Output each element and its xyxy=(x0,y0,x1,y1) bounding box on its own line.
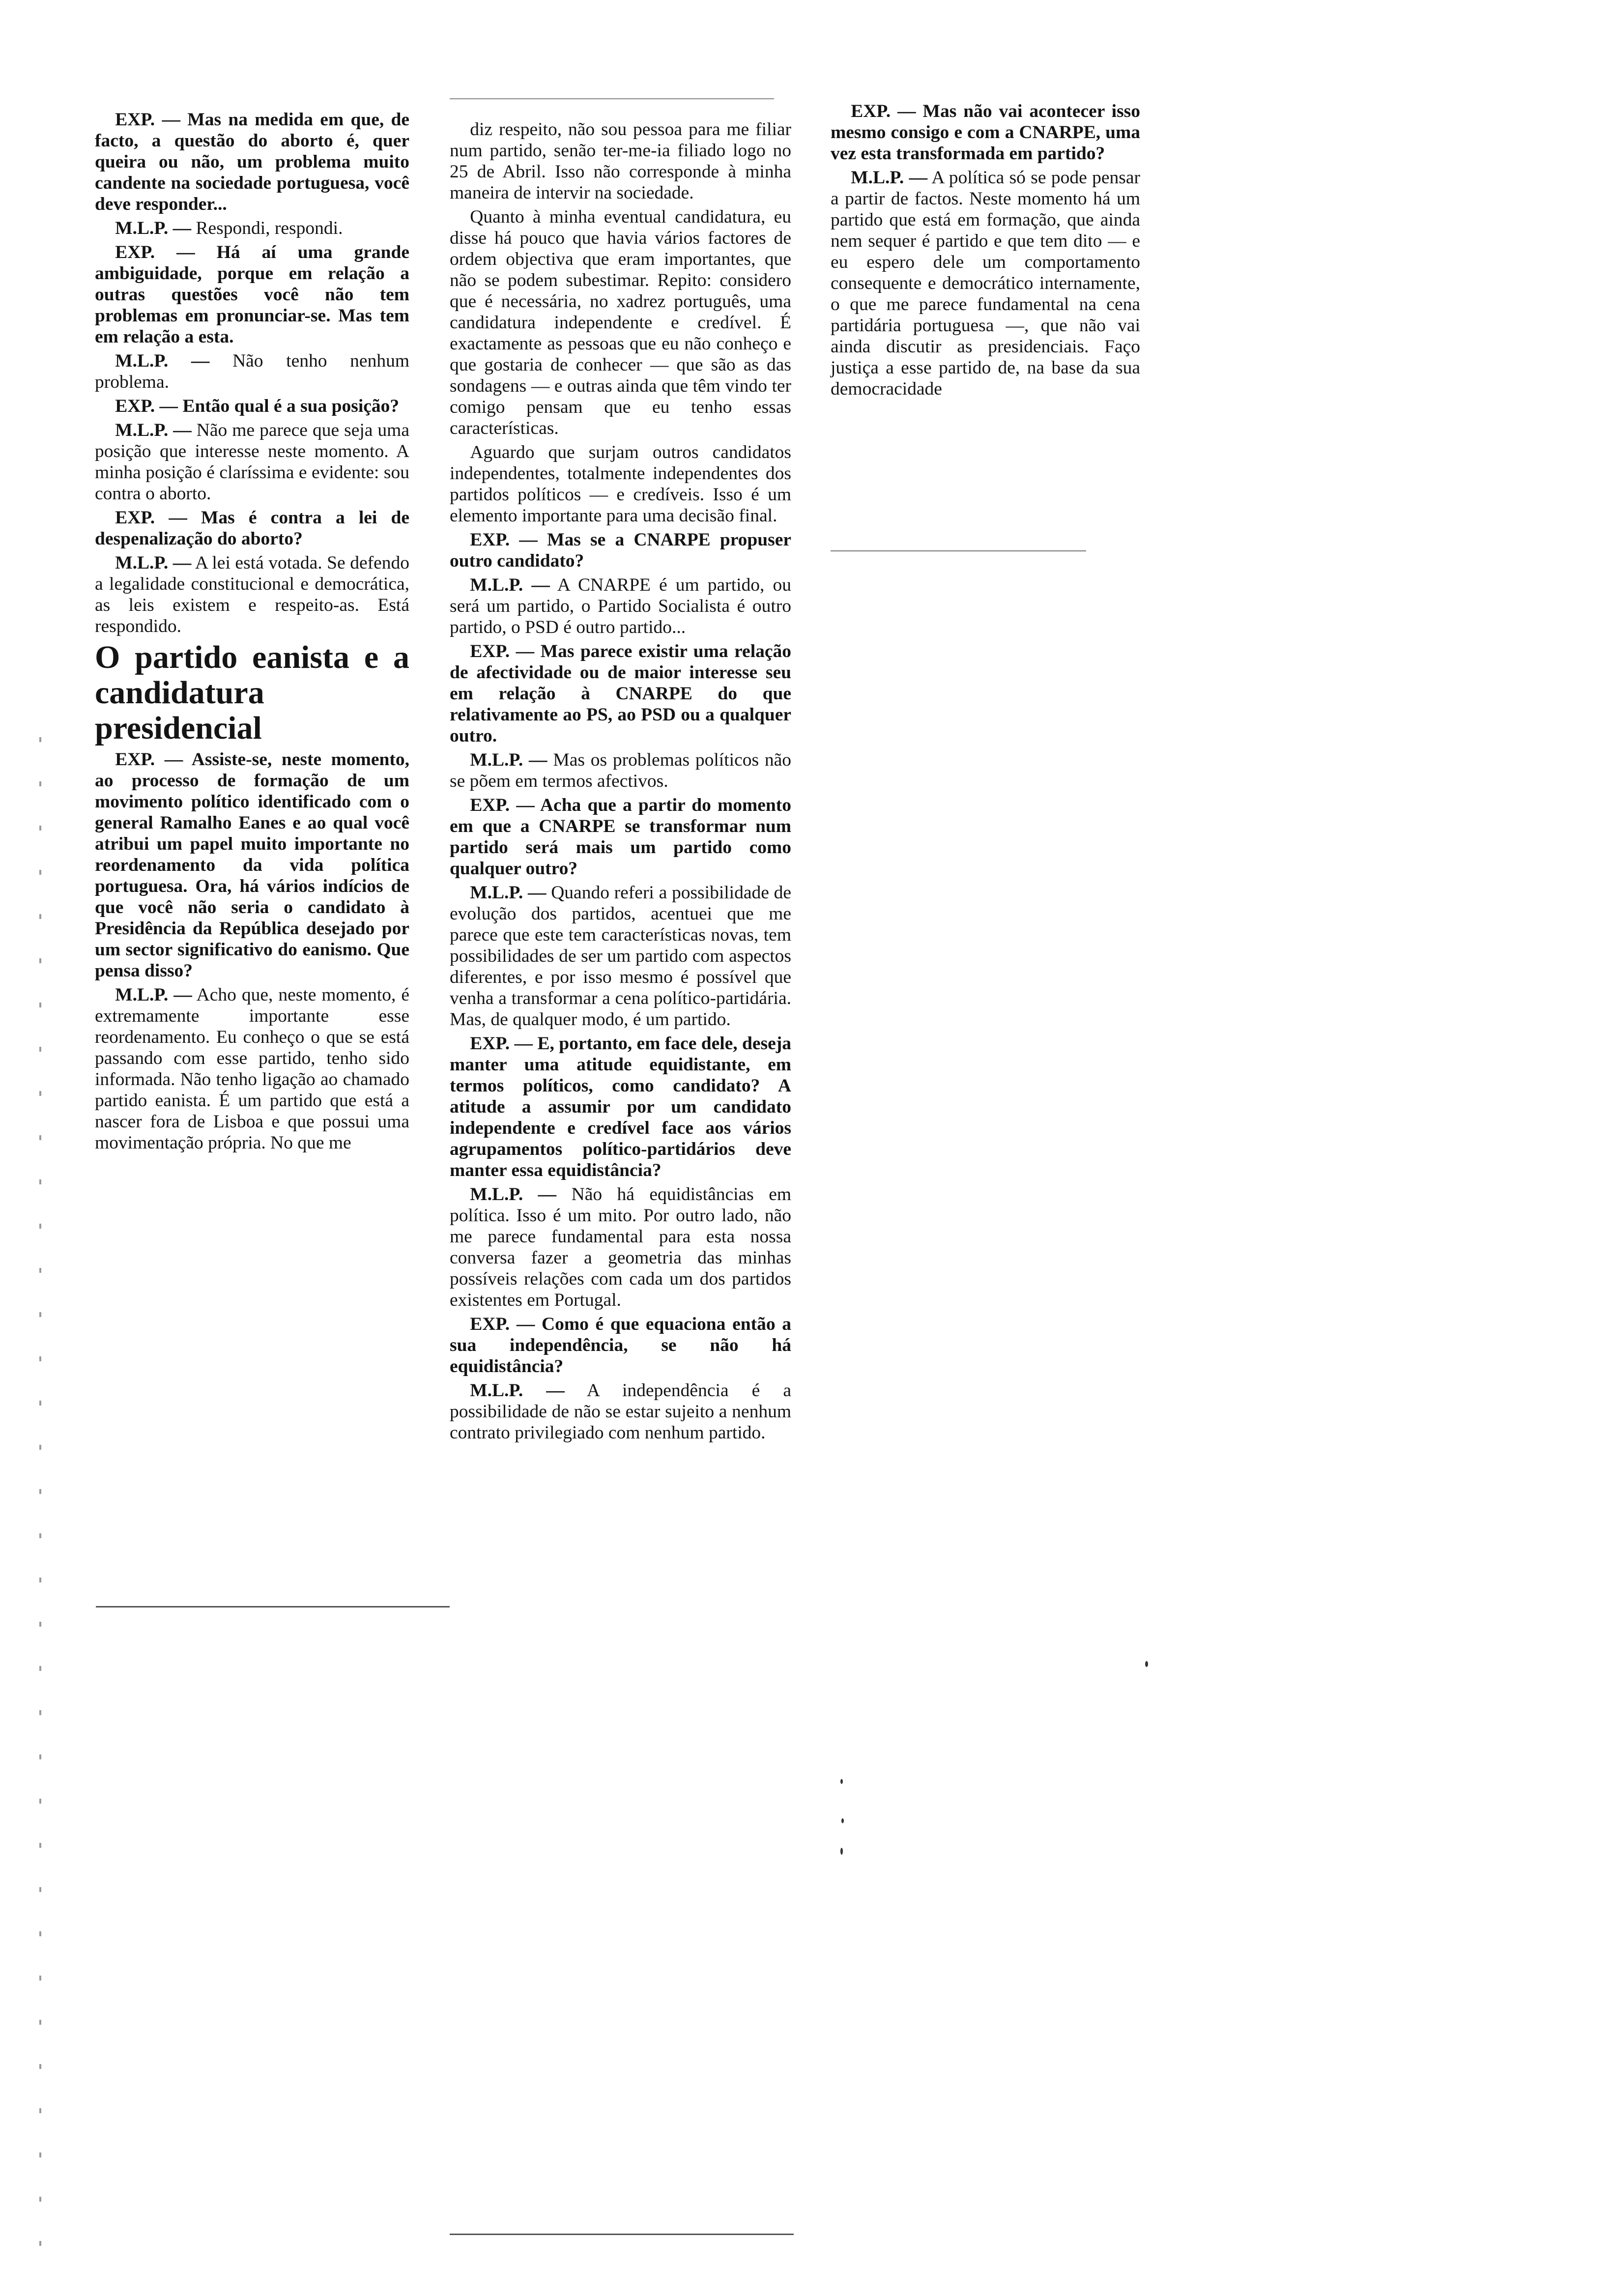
paragraph-text: A política só se pode pensar a partir de factos. Neste momento há um partido que está em formação, que ainda nem sequer é partido e que tem dito — e eu espero dele um comportamento consequente e democrático internamente, o que me parece fundamental na cena partidária portuguesa —, que não vai ainda discutir as presidenciais. Faço justiça a esse partido de, na base da sua democracidade xyxy=(831,168,1141,399)
interview-question xyxy=(450,641,791,746)
speaker-label: M.L.P. — xyxy=(115,351,210,371)
interview-question xyxy=(831,101,1140,164)
margin-tick xyxy=(39,1533,41,1538)
speaker-label: M.L.P. — xyxy=(470,750,547,770)
paragraph-text: Mas é contra a lei de despenalização do aborto? xyxy=(95,508,410,549)
scan-speck xyxy=(840,1779,843,1784)
paragraph-text: A CNARPE é um partido, ou será um partido, o Partido Socialista é outro partido, o PSD é outro partido... xyxy=(450,575,792,637)
paragraph-text: A independência é a possibilidade de não se estar sujeito a nenhum contrato privilegiado com nenhum partido. xyxy=(450,1380,791,1443)
interview-question xyxy=(95,396,409,417)
paragraph-text: diz respeito, não sou pessoa para me filiar num partido, senão ter-me-ia filiado logo no 25 de Abril. Isso não corresponde à minha maneira de intervir na sociedade. xyxy=(450,119,791,203)
margin-tick xyxy=(39,1135,41,1140)
paragraph-text: Respondi, respondi. xyxy=(196,218,343,238)
paragraph-text: Mas os problemas políticos não se põem em termos afectivos. xyxy=(450,750,791,791)
speaker-label: EXP. — xyxy=(470,1314,535,1334)
paragraph-text: Quanto à minha eventual candidatura, eu disse há pouco que havia vários factores de ordem objectiva que eram importantes, que não se podem subestimar. Repito: considero que é necessária, no xadrez português, uma candidatura independente e credível. É exactamente as pessoas que eu não conheço e que gostaria de conhecer — que são as das sondagens — e outras ainda que têm vindo ter comigo pensam que eu tenho essas características. xyxy=(450,207,791,438)
paragraph-text: Quando referi a possibilidade de evolução dos partidos, acentuei que me parece que este tem características novas, tem possibilidades de ser um partido com aspectos diferentes, e por isso mesmo é possível que venha a transformar a cena político-partidária. Mas, de qualquer modo, é um partido. xyxy=(450,883,791,1030)
speaker-label: M.L.P. — xyxy=(851,168,928,188)
paragraph-text: A lei está votada. Se defendo a legalidade constitucional e democrática, as leis existem e respeito-as. Está respondido. xyxy=(95,553,410,636)
text-column-2 xyxy=(450,119,791,1446)
margin-tick xyxy=(39,1976,41,1980)
speaker-label: EXP. — xyxy=(115,396,178,416)
interview-answer xyxy=(95,552,409,637)
paragraph-text: Como é que equaciona então a sua independência, se não há equidistância? xyxy=(450,1314,791,1377)
speaker-label: EXP. — xyxy=(115,749,183,770)
paragraph-text: Assiste-se, neste momento, ao processo de formação de um movimento político identificado com o general Ramalho Eanes e ao qual você atribui um papel muito importante no reordenamento da vida política portuguesa. Ora, há vários indícios de que você não seria o candidato à Presidência da República desejado por um sector significativo do eanismo. Que pensa disso? xyxy=(95,749,410,981)
margin-tick xyxy=(39,1710,41,1715)
speaker-label: M.L.P. — xyxy=(470,575,550,595)
paragraph-text: Acha que a partir do momento em que a CNARPE se transformar num partido será mais um partido como qualquer outro? xyxy=(450,795,791,879)
interview-answer xyxy=(450,882,791,1030)
margin-tick xyxy=(39,826,41,831)
margin-tick xyxy=(39,1047,41,1052)
margin-tick xyxy=(39,1799,41,1804)
speaker-label: EXP. — xyxy=(115,508,187,528)
margin-tick xyxy=(39,1003,41,1007)
margin-tick xyxy=(39,1312,41,1317)
clipping-edge-line xyxy=(96,1606,450,1607)
speaker-label: M.L.P. — xyxy=(115,553,192,573)
speaker-label: EXP. — xyxy=(470,795,535,815)
margin-tick xyxy=(39,2064,41,2069)
paragraph-text: Acho que, neste momento, é extremamente importante esse reordenamento. Eu conheço o que se está passando com esse partido, tenho sido informada. Não tenho ligação ao chamado partido eanista. É um partido que está a nascer fora de Lisboa e que possui uma movimentação própria. No que me xyxy=(95,985,410,1153)
interview-answer xyxy=(95,984,409,1153)
interview-answer xyxy=(450,574,791,638)
margin-tick xyxy=(39,2108,41,2113)
interview-answer-continued xyxy=(450,442,791,526)
margin-tick xyxy=(39,1268,41,1273)
speaker-label: EXP. — xyxy=(851,101,916,121)
paragraph-text: Então qual é a sua posição? xyxy=(182,396,400,416)
paragraph-text: Mas não vai acontecer isso mesmo consigo e com a CNARPE, uma vez esta transformada em partido? xyxy=(831,101,1141,164)
interview-question xyxy=(95,749,409,981)
interview-answer xyxy=(450,1184,791,1311)
margin-tick xyxy=(39,781,41,786)
speaker-label: EXP. — xyxy=(470,1033,533,1054)
speaker-label: M.L.P. — xyxy=(115,985,192,1005)
speaker-label: M.L.P. — xyxy=(115,218,192,238)
margin-tick xyxy=(39,870,41,875)
margin-tick xyxy=(39,958,41,963)
margin-tick xyxy=(39,1445,41,1450)
paragraph-text: Há aí uma grande ambiguidade, porque em relação a outras questões você não tem problemas em pronunciar-se. Mas tem em relação a esta. xyxy=(95,242,410,347)
margin-tick xyxy=(39,1843,41,1848)
margin-tick xyxy=(39,1224,41,1229)
interview-answer-continued xyxy=(450,119,791,203)
interview-answer xyxy=(95,350,409,393)
margin-tick xyxy=(39,2020,41,2025)
margin-tick xyxy=(39,1754,41,1759)
speaker-label: EXP. — xyxy=(115,242,195,262)
interview-answer xyxy=(831,167,1140,400)
paragraph-text: Não há equidistâncias em política. Isso é um mito. Por outro lado, não me parece fundamental para esta nossa conversa fazer a geometria das minhas possíveis relações com cada um dos partidos existentes em Portugal. xyxy=(450,1184,792,1310)
margin-tick xyxy=(39,1091,41,1096)
scan-speck xyxy=(840,1848,843,1855)
interview-answer xyxy=(450,749,791,792)
interview-question xyxy=(450,529,791,572)
interview-question xyxy=(450,1314,791,1377)
interview-answer xyxy=(95,218,409,239)
margin-tick xyxy=(39,2197,41,2202)
section-heading: O partido eanista e a candidatura presidencial xyxy=(95,639,409,746)
paragraph-text: Mas na medida em que, de facto, a questão do aborto é, quer queira ou não, um problema muito candente na sociedade portuguesa, você deve responder... xyxy=(95,110,410,214)
paragraph-text: Não me parece que seja uma posição que interesse neste momento. A minha posição é claríssima e evidente: sou contra o aborto. xyxy=(95,420,409,504)
interview-question xyxy=(95,242,409,347)
clipping-edge-line xyxy=(831,550,1086,551)
paragraph-text: Mas se a CNARPE propuser outro candidato? xyxy=(450,530,792,571)
margin-tick xyxy=(39,1666,41,1671)
margin-tick xyxy=(39,1887,41,1892)
margin-tick xyxy=(39,1578,41,1582)
margin-tick xyxy=(39,1401,41,1406)
margin-tick xyxy=(39,1931,41,1936)
speaker-label: EXP. — xyxy=(115,110,180,130)
text-column-1 xyxy=(95,109,409,1156)
interview-question xyxy=(95,109,409,215)
speaker-label: M.L.P. — xyxy=(115,420,192,440)
margin-tick xyxy=(39,914,41,919)
margin-tick xyxy=(39,1356,41,1361)
interview-question xyxy=(95,507,409,549)
clipping-edge-line xyxy=(450,98,774,99)
interview-question xyxy=(450,795,791,879)
margin-tick xyxy=(39,737,41,742)
speaker-label: EXP. — xyxy=(470,641,535,661)
paragraph-text: Mas parece existir uma relação de afectividade ou de maior interesse seu em relação à CNARPE do que relativamente ao PS, ao PSD ou a qualquer outro. xyxy=(450,641,792,746)
speaker-label: M.L.P. — xyxy=(470,1184,557,1205)
scan-speck xyxy=(841,1818,844,1823)
interview-question xyxy=(450,1033,791,1181)
margin-tick xyxy=(39,1179,41,1184)
margin-tick xyxy=(39,2241,41,2246)
speaker-label: M.L.P. — xyxy=(470,883,547,903)
paragraph-text: Não tenho nenhum problema. xyxy=(95,351,409,392)
speaker-label: EXP. — xyxy=(470,530,538,550)
interview-answer xyxy=(95,420,409,504)
scan-speck xyxy=(1145,1661,1148,1667)
interview-answer-continued xyxy=(450,206,791,439)
interview-answer xyxy=(450,1380,791,1443)
margin-tick xyxy=(39,1622,41,1627)
paragraph-text: E, portanto, em face dele, deseja manter uma atitude equidistante, em termos políticos, como candidato? A atitude a assumir por um candidato independente e credível face aos vários agrupamentos político-partidários deve manter essa equidistância? xyxy=(450,1033,792,1180)
speaker-label: M.L.P. — xyxy=(470,1380,565,1401)
margin-tick xyxy=(39,2152,41,2157)
paragraph-text: Aguardo que surjam outros candidatos independentes, totalmente independentes dos partidos políticos — e credíveis. Isso é um elemento importante para uma decisão final. xyxy=(450,442,791,526)
margin-tick xyxy=(39,1489,41,1494)
clipping-edge-line xyxy=(450,2234,794,2235)
text-column-3 xyxy=(831,101,1140,402)
